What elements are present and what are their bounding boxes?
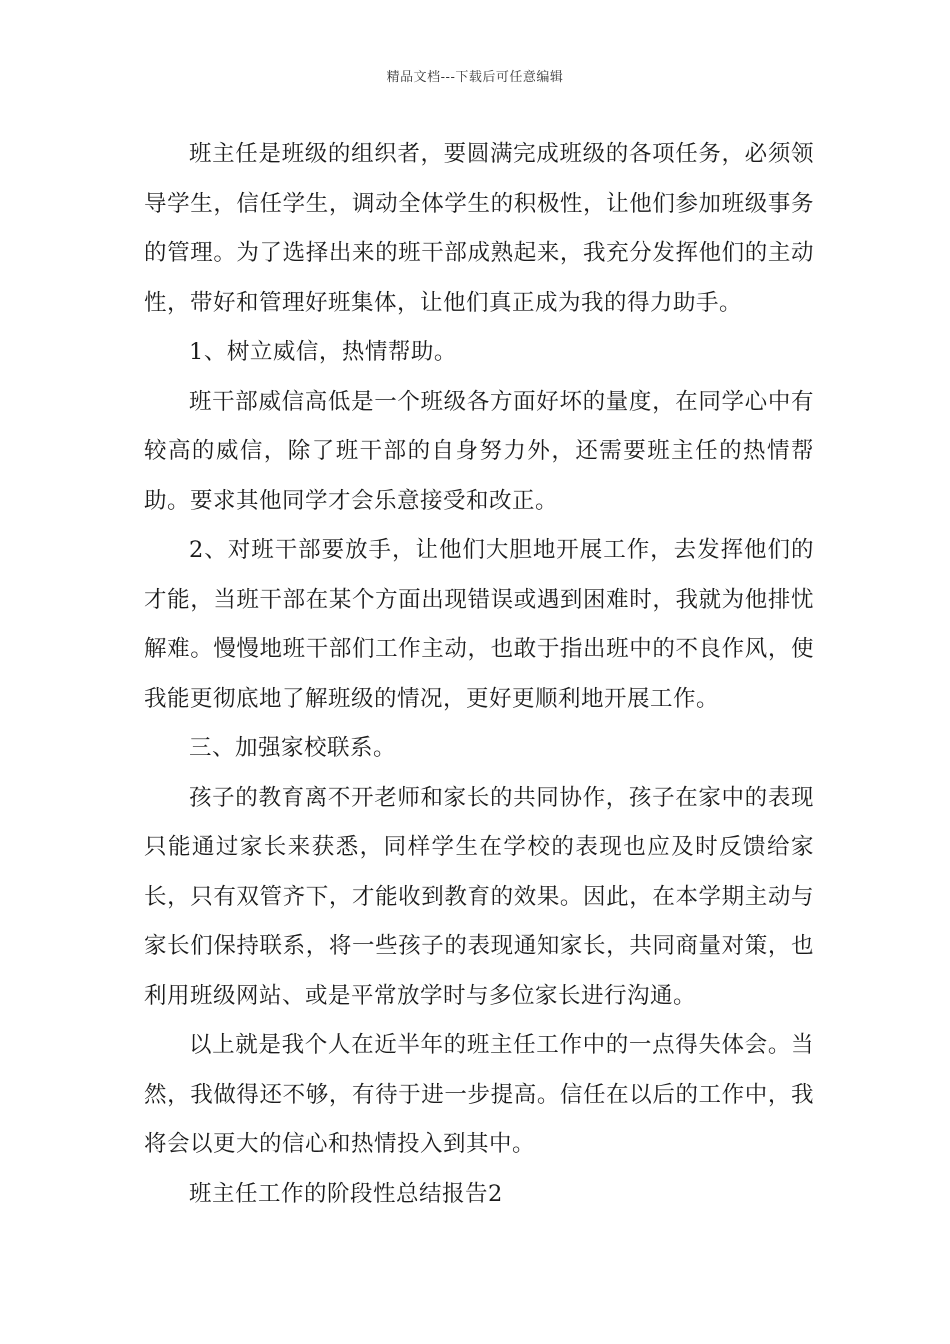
paragraph: 2、对班干部要放手，让他们大胆地开展工作，去发挥他们的才能，当班干部在某个方面出现错误或遇到困难时，我就为他排忧解难。慢慢地班干部们工作主动，也敢于指出班中的不良作风，使我能更彻底地了解班级的情况，更好更顺利地开展工作。 xyxy=(144,537,814,712)
paragraph: 班主任是班级的组织者，要圆满完成班级的各项任务，必须领导学生，信任学生，调动全体学生的积极性，让他们参加班级事务的管理。为了选择出来的班干部成熟起来，我充分发挥他们的主动性，带好和管理好班集体，让他们真正成为我的得力助手。 xyxy=(144,141,814,316)
section-heading: 1、树立威信，热情帮助。 xyxy=(189,339,457,365)
paragraph: 孩子的教育离不开老师和家长的共同协作，孩子在家中的表现只能通过家长来获悉，同样学生在学校的表现也应及时反馈给家长，只有双管齐下，才能收到教育的效果。因此，在本学期主动与家长们保持联系，将一些孩子的表现通知家长，共同商量对策，也利用班级网站、或是平常放学时与多位家长进行沟通。 xyxy=(144,784,814,1009)
page-header: 精品文档---下载后可任意编辑 xyxy=(386,70,564,85)
document-body xyxy=(144,130,814,1219)
paragraph: 以上就是我个人在近半年的班主任工作中的一点得失体会。当然，我做得还不够，有待于进一步提高。信任在以后的工作中，我将会以更大的信心和热情投入到其中。 xyxy=(144,1032,814,1157)
paragraph: 班干部威信高低是一个班级各方面好坏的量度，在同学心中有较高的威信，除了班干部的自身努力外，还需要班主任的热情帮助。要求其他同学才会乐意接受和改正。 xyxy=(144,388,814,514)
report-title: 班主任工作的阶段性总结报告2 xyxy=(189,1180,503,1207)
section-heading: 三、加强家校联系。 xyxy=(189,735,397,761)
